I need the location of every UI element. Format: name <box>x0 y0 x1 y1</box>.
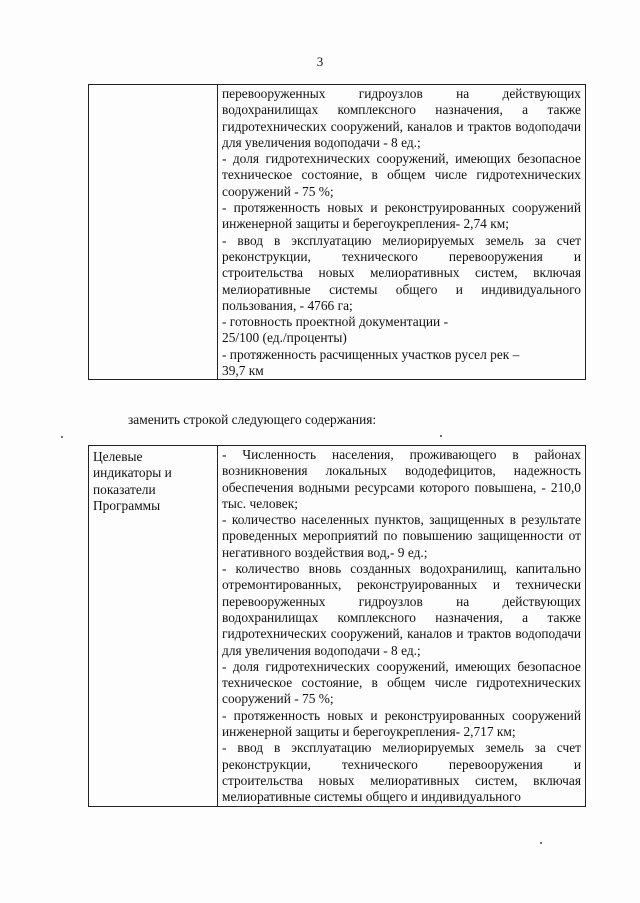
table-row <box>89 446 586 807</box>
page-number: 3 <box>316 54 324 69</box>
replacement-instruction: заменить строкой следующего содержания: <box>128 412 377 427</box>
label-cell: Целевые индикаторы и показатели Программы <box>89 446 218 807</box>
new-indicator-text: - количество населенных пунктов, защищенных в результате проведенных мероприятий по повышению защищенности от негативного воздействия вод,- 9 ед.; <box>222 512 581 560</box>
new-indicator-text: - доля гидротехнических сооружений, имеющих безопасное техническое состояние, в общем числе гидротехнических сооружений - 75 %; <box>222 658 581 707</box>
old-indicator-text: 25/100 (ед./проценты) <box>222 330 347 346</box>
old-indicator-text: - ввод в эксплуатацию мелиорируемых земель за счет реконструкции, технического перевооружения и строительства новых мелиоративных систем, включая мелиоративные системы общего и индивидуального пользования, - 4766 га; <box>222 232 581 313</box>
indicators-cell-old <box>218 85 586 380</box>
empty-label-cell <box>89 85 218 380</box>
old-indicator-text: - протяженность новых и реконструированных сооружений инженерной защиты и берегоукрепления- 2,74 км; <box>222 200 581 232</box>
scan-speck <box>540 842 542 844</box>
indicators-cell-new <box>218 446 586 807</box>
old-indicator-text: перевооруженных гидроузлов на действующих водохранилищах комплексного назначения, а также гидротехнических сооружений, каналов и трактов водоподачи для увеличения водоподачи - 8 ед.; <box>222 86 581 150</box>
scan-speck <box>440 435 442 437</box>
new-indicator-text: - протяженность новых и реконструированных сооружений инженерной защиты и берегоукрепления- 2,717 км; <box>222 707 581 740</box>
new-indicator-text: - ввод в эксплуатацию мелиорируемых земель за счет реконструкции, технического перевооружения и строительства новых мелиоративных систем, включая мелиоративные системы общего и индивидуального <box>222 740 581 805</box>
new-indicator-text: - количество вновь созданных водохранилищ, капитально отремонтированных, реконструированных и технически перевооруженных гидроузлов на действующих водохранилищах комплексного назначения, а также гидротехнических сооружений, каналов и трактов водоподачи для увеличения водоподачи - 8 ед.; <box>222 561 581 658</box>
old-indicator-text: - готовность проектной документации - <box>222 314 449 330</box>
scan-speck <box>61 436 63 438</box>
table-replacement <box>88 445 586 807</box>
old-indicator-text: - протяженность расчищенных участков русел рек – <box>222 346 520 362</box>
old-indicator-text: 39,7 км <box>222 363 264 379</box>
table-row <box>89 85 586 380</box>
new-indicator-text: - Численность населения, проживающего в районах возникновения локальных вододефицитов, надежность обеспечения водными ресурсами которого повышена, - 210,0 тыс. человек; <box>222 447 581 511</box>
old-indicator-text: - доля гидротехнических сооружений, имеющих безопасное техническое состояние, в общем числе гидротехнических сооружений - 75 %; <box>222 151 581 199</box>
table-continuation <box>88 84 586 380</box>
